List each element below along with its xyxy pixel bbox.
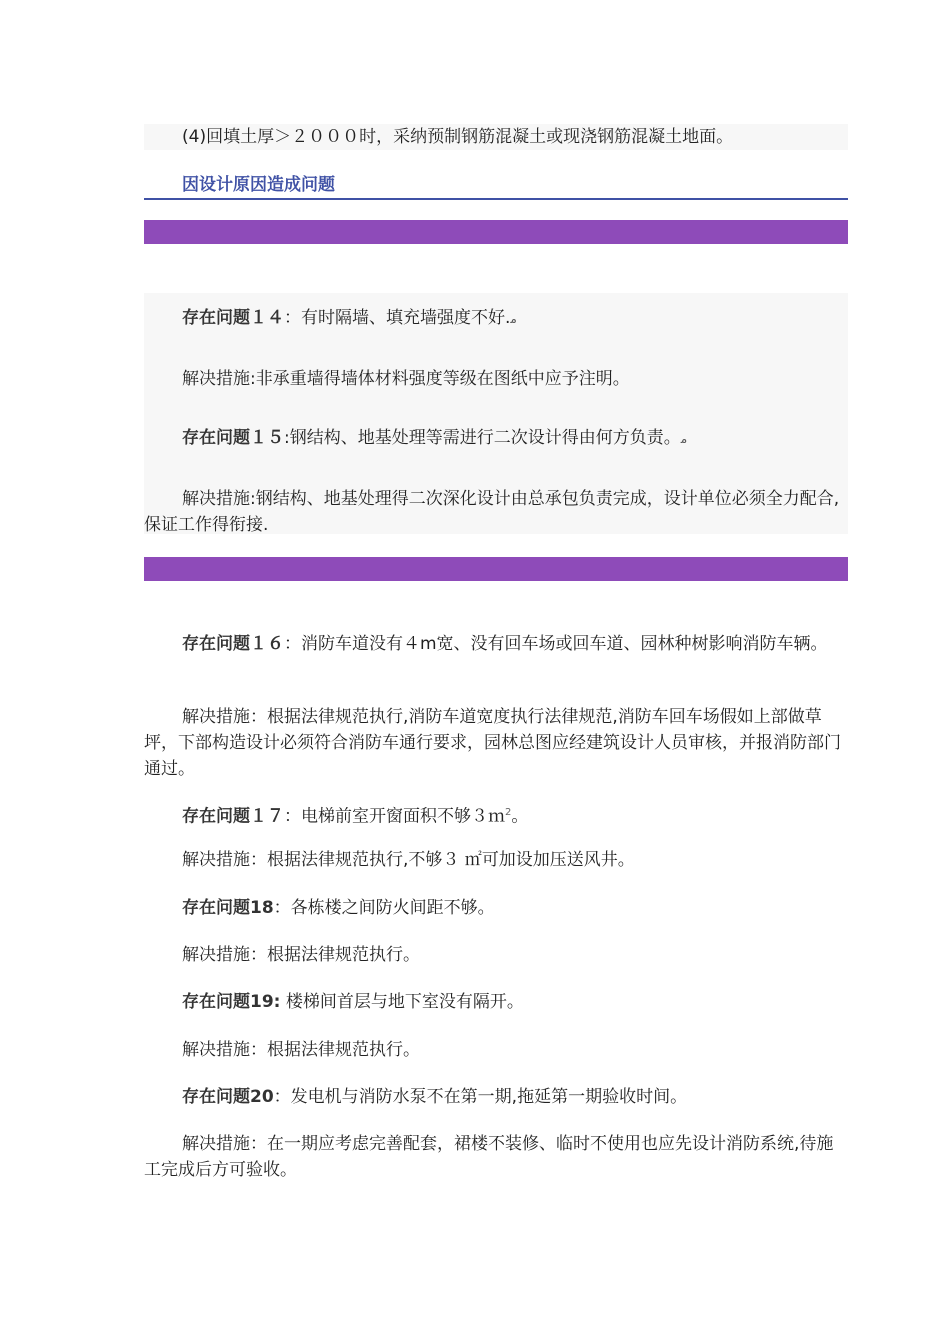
issue-18-text: ：各栋楼之间防火间距不够。 bbox=[273, 898, 495, 918]
solution-16 bbox=[144, 704, 848, 782]
solution-20 bbox=[144, 1131, 848, 1183]
solution-17-text-a: 解决措施：根据法律规范执行,不够３ ㎡ bbox=[182, 850, 482, 870]
issue-16-text: ：消防车道没有４m宽、没有回车场或回车道、园林种树影响消防车辆。 bbox=[284, 634, 828, 654]
solution-14-text: 解决措施:非承重墙得墙体材料强度等级在图纸中应予注明。 bbox=[182, 369, 630, 389]
issue-16 bbox=[144, 631, 848, 657]
paragraph-mark-icon: ﻣ bbox=[680, 432, 688, 446]
issue-17 bbox=[144, 800, 848, 830]
issue-18-label: 存在问题18 bbox=[182, 898, 274, 918]
issue-20-label: 存在问题20 bbox=[182, 1087, 274, 1107]
divider-bar-1 bbox=[144, 220, 848, 244]
issue-20 bbox=[144, 1084, 848, 1110]
issue-17-superscript: 2 bbox=[505, 807, 512, 818]
solution-19-text: 解决措施：根据法律规范执行。 bbox=[182, 1040, 420, 1060]
solution-18 bbox=[144, 942, 848, 968]
section-heading-rule bbox=[144, 172, 848, 200]
issue-20-text: ：发电机与消防水泵不在第一期,拖延第一期验收时间。 bbox=[273, 1087, 688, 1107]
issue-14-label: 存在问题１４ bbox=[182, 308, 284, 328]
solution-17-text-b: 可加设加压送风井。 bbox=[481, 850, 635, 870]
issue-19 bbox=[144, 989, 848, 1015]
issue-15-text: :钢结构、地基处理等需进行二次设计得由何方负责。 bbox=[284, 428, 681, 448]
issue-18 bbox=[144, 895, 848, 921]
issue-15 bbox=[144, 425, 848, 452]
issue-14-text: ：有时隔墙、填充墙强度不好. bbox=[284, 308, 511, 328]
issue-17-text: ：电梯前室开窗面积不够３ｍ bbox=[284, 806, 505, 827]
issue-16-label: 存在问题１６ bbox=[182, 634, 284, 654]
issue-17-label: 存在问题１７ bbox=[182, 806, 284, 827]
solution-18-text: 解决措施：根据法律规范执行。 bbox=[182, 945, 420, 965]
issue-15-label: 存在问题１５ bbox=[182, 428, 284, 448]
backfill-line bbox=[144, 124, 848, 150]
solution-15-text: 解决措施:钢结构、地基处理得二次深化设计由总承包负责完成，设计单位必须全力配合,保证工作得衔接. bbox=[144, 489, 840, 535]
solution-17 bbox=[144, 847, 848, 873]
solution-19 bbox=[144, 1037, 848, 1063]
issue-19-label: 存在问题19: bbox=[182, 992, 281, 1012]
issue-19-text: 楼梯间首层与地下室没有隔开。 bbox=[280, 992, 524, 1012]
solution-14 bbox=[144, 366, 848, 392]
solution-15 bbox=[144, 486, 848, 538]
solution-16-text: 解决措施：根据法律规范执行,消防车道宽度执行法律规范,消防车回车场假如上部做草坪，下部构造设计必须符合消防车通行要求，园林总图应经建筑设计人员审核，并报消防部门通过。 bbox=[144, 707, 841, 779]
issue-17-end: 。 bbox=[511, 806, 529, 827]
solution-20-text: 解决措施：在一期应考虑完善配套，裙楼不装修、临时不使用也应先设计消防系统,待施工完成后方可验收。 bbox=[144, 1134, 834, 1180]
issue-14 bbox=[144, 305, 848, 332]
backfill-text: (4)回填土厚＞２０００时，采纳预制钢筋混凝土或现浇钢筋混凝土地面。 bbox=[182, 127, 734, 147]
section-heading: 因设计原因造成问题 bbox=[182, 175, 335, 195]
divider-bar-2 bbox=[144, 557, 848, 581]
paragraph-mark-icon: ﻣ bbox=[510, 312, 517, 326]
